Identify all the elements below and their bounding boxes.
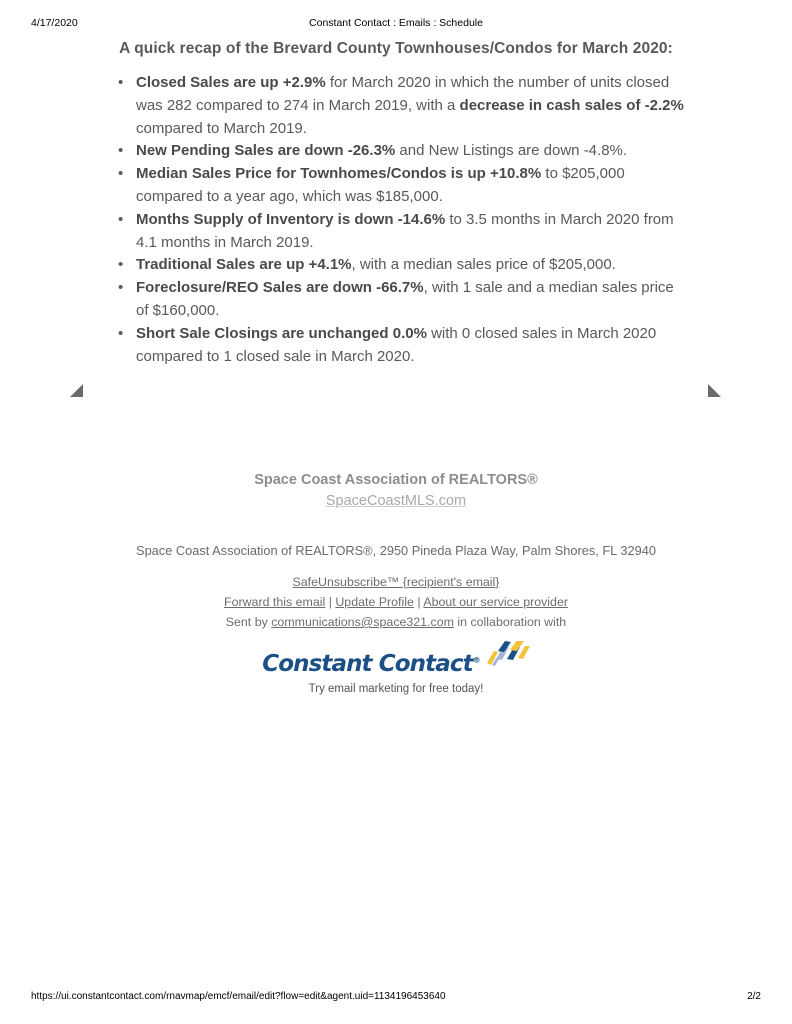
link-separator-2: | xyxy=(417,595,421,609)
sent-by-row xyxy=(0,612,792,632)
print-page-number: 2/2 xyxy=(747,991,761,1002)
print-header xyxy=(0,17,792,31)
market-recap-list xyxy=(0,72,792,368)
organization-website-link[interactable]: SpaceCoastMLS.com xyxy=(325,493,467,509)
print-page-title: Constant Contact : Emails : Schedule xyxy=(309,17,483,29)
safe-unsubscribe-link[interactable]: SafeUnsubscribe™ {recipient's email} xyxy=(292,575,500,589)
link-separator-1: | xyxy=(328,595,332,609)
list-item xyxy=(0,323,792,369)
triangle-marker-left-icon xyxy=(70,384,83,397)
list-item-highlight: Traditional Sales are up +4.1% xyxy=(136,256,352,274)
list-item-highlight-2: decrease in cash sales of -2.2% xyxy=(459,96,684,114)
logo-word-constant: Constant xyxy=(262,650,372,677)
list-item xyxy=(0,163,792,209)
bullet-icon: • xyxy=(118,279,124,297)
list-item-highlight: Months Supply of Inventory is down -14.6% xyxy=(136,210,446,228)
sent-by-prefix: Sent by xyxy=(225,615,272,629)
logo-word-contact: Contact xyxy=(378,650,473,677)
safe-unsubscribe-row xyxy=(0,572,792,592)
constant-contact-tagline: Try email marketing for free today! xyxy=(308,683,484,695)
list-item-text: , with a median sales price of $205,000. xyxy=(351,256,616,274)
list-item-text: for March 2020 in which the number of units closed was 282 compared to 274 in March 2019, with a xyxy=(136,74,670,114)
list-item xyxy=(0,209,792,255)
email-footer xyxy=(0,541,792,632)
list-item xyxy=(0,254,792,277)
list-item-text: to 3.5 months in March 2020 from 4.1 months in March 2019. xyxy=(136,210,674,251)
sender-email-link[interactable]: communications@space321.com xyxy=(271,615,454,629)
list-item-text-2: compared to March 2019. xyxy=(136,119,307,137)
organization-name: Space Coast Association of REALTORS® xyxy=(254,472,538,488)
list-item-highlight: Foreclosure/REO Sales are down -66.7% xyxy=(136,279,424,297)
constant-contact-logo-block[interactable] xyxy=(0,645,792,697)
list-item-text: , with 1 sale and a median sales price of $160,000. xyxy=(136,279,674,319)
constant-contact-wordmark xyxy=(262,651,480,677)
constant-contact-logo[interactable] xyxy=(262,645,530,675)
email-content xyxy=(0,38,792,368)
bullet-icon: • xyxy=(118,142,124,160)
bullet-icon: • xyxy=(118,210,124,228)
forward-email-link[interactable]: Forward this email xyxy=(224,595,326,609)
triangle-marker-right-icon xyxy=(708,384,721,397)
footer-links-row xyxy=(0,592,792,612)
bullet-icon: • xyxy=(118,324,124,342)
signature-block xyxy=(0,470,792,512)
registered-trademark-icon: ® xyxy=(472,655,480,664)
bullet-icon: • xyxy=(118,74,124,91)
list-item-text: with 0 closed sales in March 2020 compared to 1 closed sale in March 2020. xyxy=(136,324,657,365)
list-item-text: to $205,000 compared to a year ago, which was $185,000. xyxy=(136,165,625,205)
list-item xyxy=(0,72,792,140)
print-footer xyxy=(0,991,792,1005)
print-source-url: https://ui.constantcontact.com/rnavmap/emcf/email/edit?flow=edit&agent.uid=1134196453640 xyxy=(31,991,446,1002)
sent-by-suffix: in collaboration with xyxy=(453,615,567,629)
about-service-provider-link[interactable]: About our service provider xyxy=(423,595,568,609)
list-item xyxy=(0,277,792,323)
list-item-highlight: Closed Sales are up +2.9% xyxy=(136,74,326,91)
print-date: 4/17/2020 xyxy=(31,17,78,29)
bullet-icon: • xyxy=(118,256,124,274)
list-item xyxy=(0,140,792,163)
list-item-text: and New Listings are down -4.8%. xyxy=(395,142,628,160)
list-item-highlight: Short Sale Closings are unchanged 0.0% xyxy=(136,324,427,342)
bullet-icon: • xyxy=(118,165,124,183)
recap-heading: A quick recap of the Brevard County Townhouses/Condos for March 2020: xyxy=(119,40,673,57)
update-profile-link[interactable]: Update Profile xyxy=(335,595,414,609)
mailing-address: Space Coast Association of REALTORS®, 2950 Pineda Plaza Way, Palm Shores, FL 32940 xyxy=(136,543,656,558)
list-item-highlight: New Pending Sales are down -26.3% xyxy=(136,142,396,160)
list-item-highlight: Median Sales Price for Townhomes/Condos is up +10.8% xyxy=(136,165,542,183)
constant-contact-flag-icon xyxy=(486,641,530,678)
